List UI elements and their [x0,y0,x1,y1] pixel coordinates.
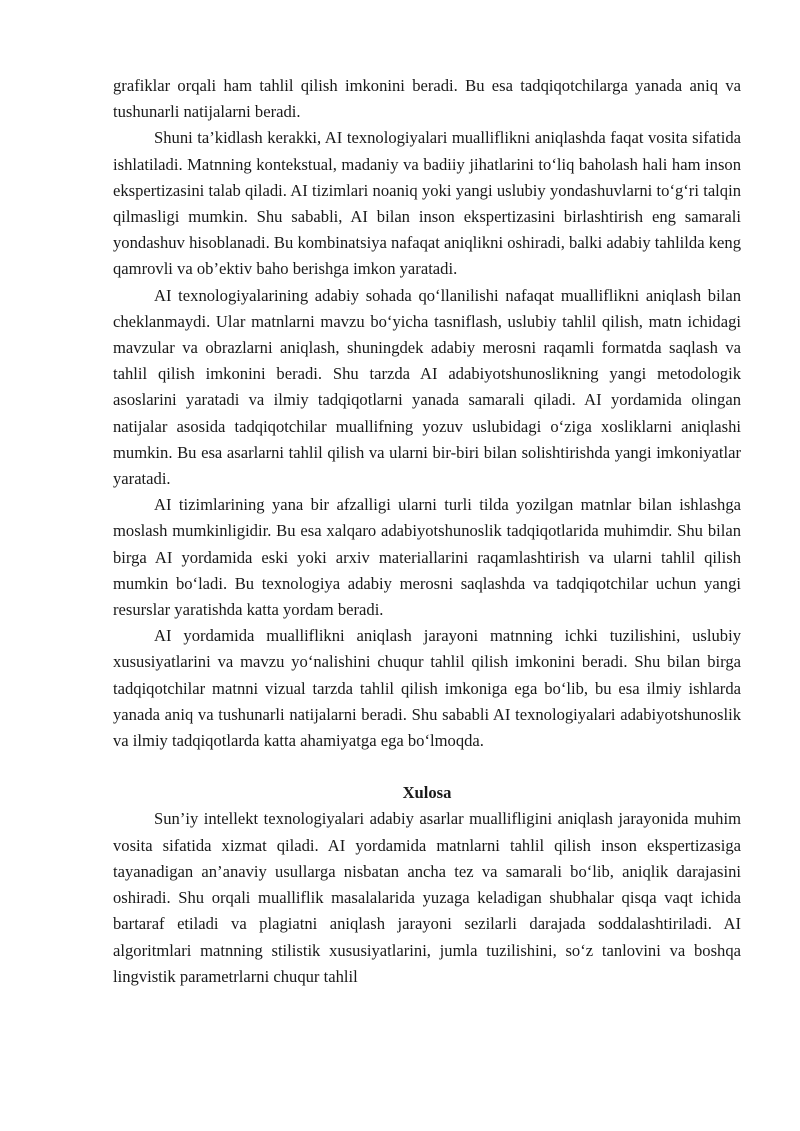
paragraph: AI yordamida mualliflikni aniqlash jarayoni matnning ichki tuzilishini, uslubiy xususiyatlarini va mavzu yo‘nalishini chuqur tahlil qilish imkonini beradi. Shu bilan birga tadqiqotchilar matnni vizual tarzda tahlil qilish imkoniga ega bo‘lib, bu esa ilmiy ishlarda yanada aniq va tushunarli natijalarni beradi. Shu sababli AI texnologiyalari adabiyotshunoslik va ilmiy tadqiqotlarda katta ahamiyatga ega bo‘lmoqda. [113,626,741,751]
paragraph: grafiklar orqali ham tahlil qilish imkonini beradi. Bu esa tadqiqotchilarga yanada aniq va tushunarli natijalarni beradi. [113,76,741,122]
section-heading: Xulosa [402,783,452,803]
paragraph: Sun’iy intellekt texnologiyalari adabiy asarlar muallifligini aniqlash jarayonida muhim vosita sifatida xizmat qiladi. AI yordamida matnlarni tahlil qilish inson ekspertizasiga tayanadigan an’anaviy usullarga nisbatan ancha tez va samarali bo‘lib, aniqlik darajasini oshiradi. Shu orqali mualliflik masalalarida yuzaga keladigan shubhalar qisqa vaqt ichida bartaraf etiladi va plagiatni aniqlash jarayoni sezilarli darajada soddalashtiriladi. AI algoritmlari matnning stilistik xususiyatlarini, jumla tuzilishini, so‘z tanlovini va boshqa lingvistik parametrlarni chuqur tahlil [113,809,741,986]
paragraph: AI texnologiyalarining adabiy sohada qo‘llanilishi nafaqat mualliflikni aniqlash bilan cheklanmaydi. Ular matnlarni mavzu bo‘yicha tasniflash, uslubiy tahlil qilish, matn ichidagi mavzular va obrazlarni aniqlash, shuningdek adabiy merosni raqamli formatda saqlash va tahlil qilish imkonini beradi. Shu tarzda AI adabiyotshunoslikning yangi metodologik asoslarini yaratadi va ilmiy tadqiqotlarni yanada samarali qiladi. AI yordamida olingan natijalar asosida tadqiqotchilar muallifning yozuv uslubidagi o‘ziga xosliklarni aniqlashi mumkin. Bu esa asarlarni tahlil qilish va ularni bir-biri bilan solishtirishda yangi imkoniyatlar yaratadi. [113,285,741,489]
paragraph: AI tizimlarining yana bir afzalligi ularni turli tilda yozilgan matnlar bilan ishlashga moslash mumkinligidir. Bu esa xalqaro adabiyotshunoslik tadqiqotlarida muhimdir. Shu bilan birga AI yordamida eski yoki arxiv materiallarini raqamlashtirish va ularni tahlil qilish mumkin bo‘ladi. Bu texnologiya adabiy merosni saqlashda va tadqiqotchilar uchun yangi resurslar yaratishda katta yordam beradi. [113,495,741,620]
document-page [113,73,741,990]
paragraph: Shuni ta’kidlash kerakki, AI texnologiyalari mualliflikni aniqlashda faqat vosita sifatida ishlatiladi. Matnning kontekstual, madaniy va badiiy jihatlarini to‘liq baholash hali ham inson ekspertizasini talab qiladi. AI tizimlari noaniq yoki yangi uslubiy yondashuvlarni to‘g‘ri talqin qilmasligi mumkin. Shu sababli, AI bilan inson ekspertizasini birlashtirish eng samarali yondashuv hisoblanadi. Bu kombinatsiya nafaqat aniqlikni oshiradi, balki adabiy tahlilda keng qamrovli va ob’ektiv baho berishga imkon yaratadi. [113,128,741,279]
